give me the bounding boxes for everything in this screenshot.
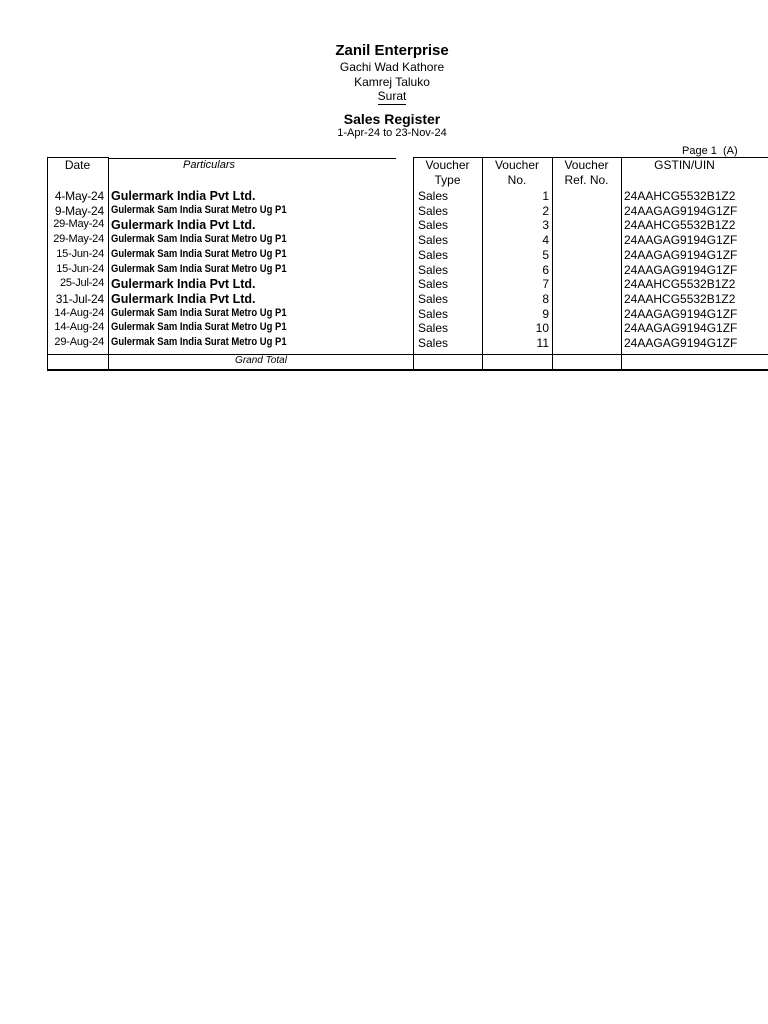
row-particulars: Gulermark India Pvt Ltd. <box>111 218 256 233</box>
table-row <box>47 189 768 204</box>
row-gstin: 24AAHCG5532B1Z2 <box>624 218 736 233</box>
row-voucher-type: Sales <box>418 306 449 321</box>
row-voucher-no: 1 <box>542 189 549 203</box>
row-voucher-type: Sales <box>418 203 449 218</box>
table-row <box>47 292 768 307</box>
row-voucher-no: 11 <box>536 336 549 350</box>
table-row <box>47 263 768 278</box>
row-voucher-no: 7 <box>542 277 549 292</box>
row-particulars: Gulermak Sam India Surat Metro Ug P1 <box>111 262 287 275</box>
row-particulars: Gulermak Sam India Surat Metro Ug P1 <box>111 233 287 246</box>
row-gstin: 24AAGAG9194G1ZF <box>624 203 738 218</box>
row-date: 4-May-24 <box>54 189 104 203</box>
header-voucher-ref-line1: Voucher <box>564 158 609 172</box>
header-voucher-type-line1: Voucher <box>425 158 470 172</box>
report-title: Sales Register <box>343 110 441 127</box>
header-voucher-no-line2: No. <box>507 172 527 187</box>
row-voucher-no: 3 <box>542 218 549 233</box>
header-voucher-ref-line2: Ref. No. <box>564 172 609 187</box>
row-date: 14-Aug-24 <box>54 306 104 319</box>
row-voucher-type: Sales <box>418 336 449 350</box>
row-particulars: Gulermak Sam India Surat Metro Ug P1 <box>111 321 287 334</box>
row-date: 9-May-24 <box>54 203 104 218</box>
row-voucher-no: 8 <box>542 291 549 306</box>
table-row <box>47 248 768 263</box>
row-particulars: Gulermak Sam India Surat Metro Ug P1 <box>111 203 287 216</box>
row-voucher-type: Sales <box>418 262 449 277</box>
table-row <box>47 233 768 248</box>
table-row <box>47 218 768 233</box>
table-bottom-border <box>47 369 768 371</box>
row-gstin: 24AAHCG5532B1Z2 <box>624 291 736 306</box>
row-gstin: 24AAGAG9194G1ZF <box>624 336 738 350</box>
address-line-2: Kamrej Taluko <box>354 74 430 89</box>
row-voucher-type: Sales <box>418 218 449 233</box>
report-header <box>0 42 768 140</box>
header-voucher-type-line2: Type <box>434 172 461 187</box>
row-gstin: 24AAGAG9194G1ZF <box>624 233 738 248</box>
report-period: 1-Apr-24 to 23-Nov-24 <box>337 126 447 139</box>
table-row <box>47 336 768 351</box>
row-voucher-type: Sales <box>418 189 449 203</box>
row-date: 29-Aug-24 <box>54 336 104 348</box>
row-date: 29-May-24 <box>53 218 104 231</box>
page-number: Page 1 (A) <box>682 145 738 157</box>
city-text: Surat <box>377 89 407 103</box>
table-row <box>47 204 768 219</box>
row-date: 15-Jun-24 <box>56 247 104 260</box>
header-voucher-ref <box>552 158 621 187</box>
row-voucher-no: 10 <box>535 321 549 336</box>
header-voucher-no <box>482 158 552 187</box>
row-gstin: 24AAGAG9194G1ZF <box>624 262 738 277</box>
row-particulars: Gulermak Sam India Surat Metro Ug P1 <box>111 247 287 260</box>
header-particulars: Particulars <box>183 159 235 171</box>
row-particulars: Gulermark India Pvt Ltd. <box>111 189 256 203</box>
row-gstin: 24AAHCG5532B1Z2 <box>624 189 736 203</box>
row-particulars: Gulermark India Pvt Ltd. <box>111 291 256 306</box>
header-gstin: GSTIN/UIN <box>654 158 715 172</box>
row-gstin: 24AAGAG9194G1ZF <box>624 306 738 321</box>
address-line-1: Gachi Wad Kathore <box>339 60 445 74</box>
row-gstin: 24AAGAG9194G1ZF <box>624 321 738 336</box>
row-date: 31-Jul-24 <box>55 291 104 306</box>
table-row <box>47 321 768 336</box>
company-name: Zanil Enterprise <box>335 42 449 59</box>
header-voucher-type <box>413 158 482 187</box>
row-date: 29-May-24 <box>53 233 104 246</box>
row-voucher-type: Sales <box>418 233 449 248</box>
row-voucher-no: 4 <box>542 233 549 248</box>
row-date: 15-Jun-24 <box>56 262 104 275</box>
row-voucher-type: Sales <box>418 247 449 262</box>
row-date: 14-Aug-24 <box>54 321 104 334</box>
table-row <box>47 307 768 322</box>
row-voucher-type: Sales <box>418 321 449 336</box>
row-gstin: 24AAHCG5532B1Z2 <box>624 277 736 292</box>
row-date: 25-Jul-24 <box>59 277 104 290</box>
row-particulars: Gulermak Sam India Surat Metro Ug P1 <box>111 306 287 319</box>
row-particulars: Gulermak Sam India Surat Metro Ug P1 <box>111 336 287 348</box>
table-row <box>47 277 768 292</box>
row-particulars: Gulermark India Pvt Ltd. <box>111 277 256 292</box>
sales-register-table <box>47 157 768 371</box>
header-date: Date <box>64 158 91 172</box>
grand-total-label: Grand Total <box>235 355 287 366</box>
header-voucher-no-line1: Voucher <box>494 158 540 172</box>
row-voucher-no: 9 <box>542 306 549 321</box>
row-voucher-type: Sales <box>418 291 449 306</box>
row-voucher-no: 2 <box>542 203 549 218</box>
row-gstin: 24AAGAG9194G1ZF <box>624 247 738 262</box>
row-voucher-no: 6 <box>542 262 549 277</box>
address-city <box>0 89 768 104</box>
row-voucher-no: 5 <box>542 247 549 262</box>
row-voucher-type: Sales <box>418 277 449 292</box>
